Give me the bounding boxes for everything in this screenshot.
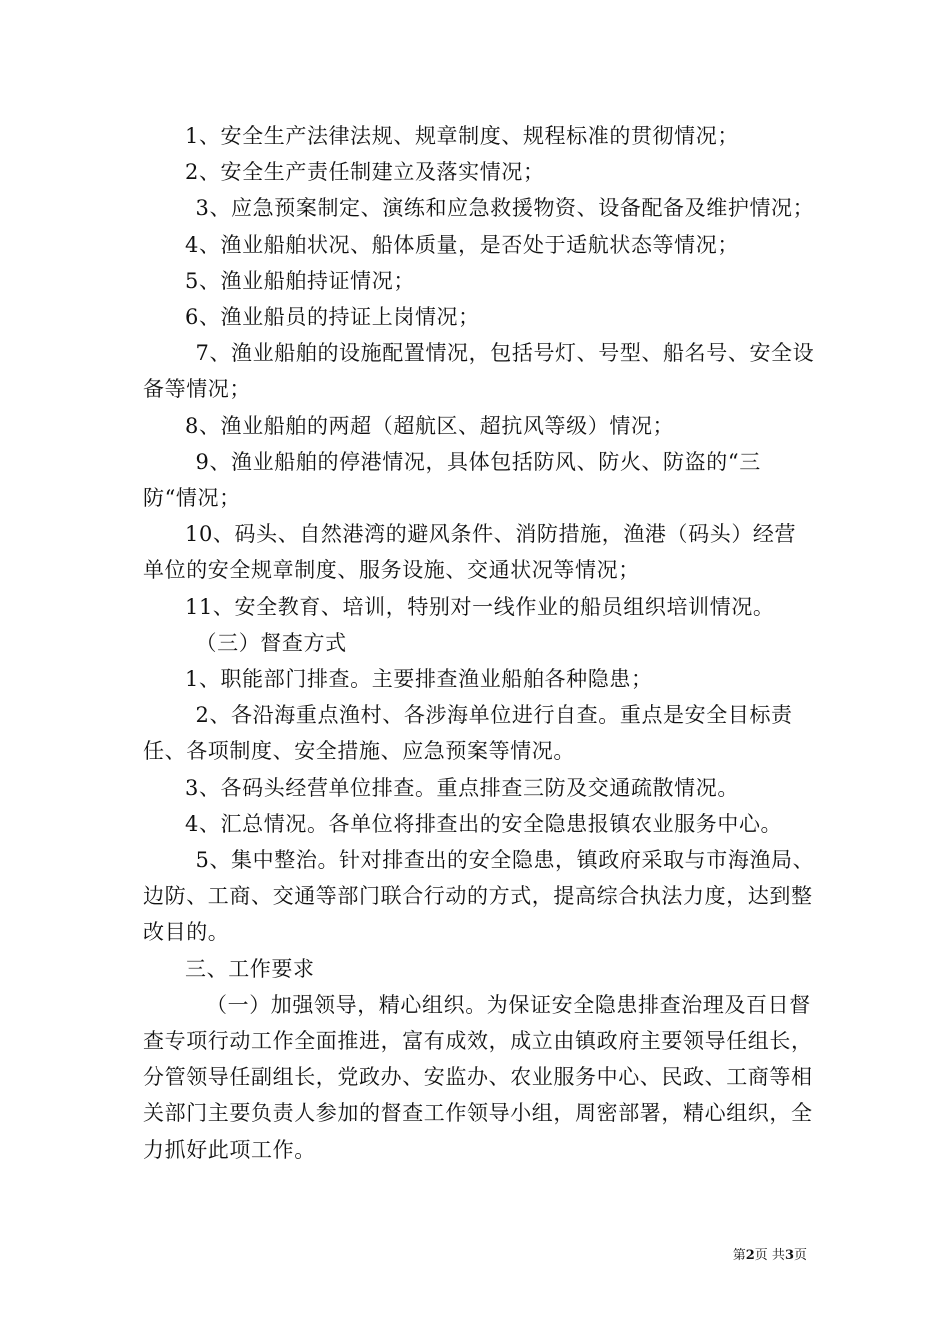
paragraph-item-2: 2、安全生产责任制建立及落实情况； (185, 160, 545, 185)
document-body (143, 118, 815, 1168)
paragraph-item-4: 4、渔业船舶状况、船体质量，是否处于适航状态等情况； (185, 232, 739, 257)
page-middle: 页 共 (754, 1248, 785, 1263)
requirement-item-1: （一）加强领导，精心组织。为保证安全隐患排查治理及百日督查专项行动工作全面推进，富有成效，成立由镇政府主要领导任组长，分管领导任副组长，党政办、安监办、农业服务中心、民政、工商等相关部门主要负责人参加的督查工作领导小组，周密部署，精心组织，全力抓好此项工作。 (143, 992, 813, 1162)
paragraph-item-3: 3、应急预案制定、演练和应急救援物资、设备配备及维护情况； (195, 196, 815, 221)
section-heading-supervision-method: （三）督查方式 (195, 630, 347, 655)
paragraph-item-9: 9、渔业船舶的停港情况，具体包括防风、防火、防盗的“三防“情况； (143, 449, 761, 511)
paragraph-item-10: 10、码头、自然港湾的避风条件、消防措施，渔港（码头）经营单位的安全规章制度、服务设施、交通状况等情况； (143, 522, 797, 583)
page-suffix: 页 (793, 1248, 807, 1263)
paragraph-item-7: 7、渔业船舶的设施配置情况，包括号灯、号型、船名号、安全设备等情况； (143, 341, 815, 402)
page-prefix: 第 (732, 1248, 746, 1263)
paragraph-item-5: 5、渔业船舶持证情况； (185, 268, 415, 293)
method-item-4: 4、汇总情况。各单位将排查出的安全隐患报镇农业服务中心。 (185, 811, 783, 836)
total-page-number: 3 (784, 1248, 794, 1263)
paragraph-item-1: 1、安全生产法律法规、规章制度、规程标准的贯彻情况； (185, 124, 739, 148)
method-item-5: 5、集中整治。针对排查出的安全隐患，镇政府采取与市海渔局、边防、工商、交通等部门联合行动的方式，提高综合执法力度，达到整改目的。 (143, 848, 815, 945)
page-number (733, 1247, 807, 1265)
paragraph-item-8: 8、渔业船舶的两超（超航区、超抗风等级）情况； (185, 413, 675, 438)
section-heading-work-requirements: 三、工作要求 (185, 956, 315, 981)
method-item-3: 3、各码头经营单位排查。重点排查三防及交通疏散情况。 (185, 775, 739, 800)
paragraph-item-6: 6、渔业船员的持证上岗情况； (185, 305, 480, 330)
current-page-number: 2 (745, 1248, 755, 1263)
paragraph-item-11: 11、安全教育、培训，特别对一线作业的船员组织培训情况。 (185, 594, 775, 619)
method-item-1: 1、职能部门排查。主要排查渔业船舶各种隐患； (185, 667, 653, 692)
method-item-2: 2、各沿海重点渔村、各涉海单位进行自查。重点是安全目标责任、各项制度、安全措施、应急预案等情况。 (143, 703, 793, 764)
